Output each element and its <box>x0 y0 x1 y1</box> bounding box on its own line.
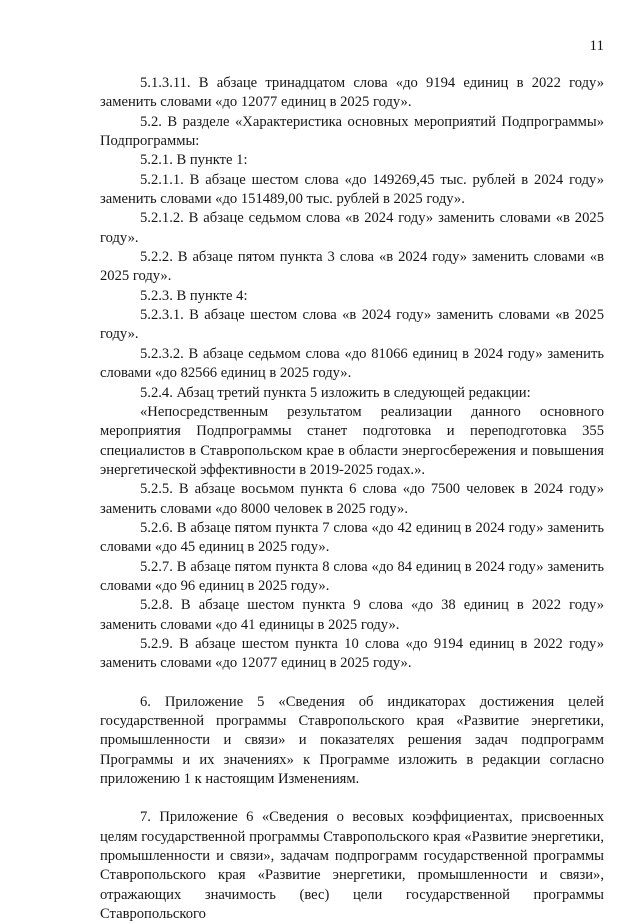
paragraph-5-2-5: 5.2.5. В абзаце восьмом пункта 6 слова «до 7500 человек в 2024 году» заменить словами «до 8000 человек в 2025 году». <box>100 481 604 517</box>
paragraph-5-2-3-1: 5.2.3.1. В абзаце шестом слова «в 2024 году» заменить словами «в 2025 году». <box>100 307 604 343</box>
paragraph-5-2-7: 5.2.7. В абзаце пятом пункта 8 слова «до 84 единиц в 2024 году» заменить словами «до 96 единиц в 2025 году». <box>100 558 604 594</box>
paragraph-5-2-1: 5.2.1. В пункте 1: <box>140 152 248 169</box>
document-body <box>100 74 604 924</box>
paragraph-5-1-3-11: 5.1.3.11. В абзаце тринадцатом слова «до 9194 единиц в 2022 году» заменить словами «до 12077 единиц в 2025 году». <box>100 75 604 111</box>
paragraph-5-2-3-2: 5.2.3.2. В абзаце седьмом слова «до 81066 единиц в 2024 году» заменить словами «до 82566 единиц в 2025 году». <box>100 345 604 382</box>
paragraph-5-2: 5.2. В разделе «Характеристика основных мероприятий Подпрограммы» Подпрограммы: <box>100 113 604 150</box>
paragraph-quoted-result: «Непосредственным результатом реализации данного основного мероприятия Подпрограммы станет подготовка и переподготовка 355 специалистов в Ставропольском крае в области энергосбережения и повышения энергетической эффективности в 2019-2025 годах.». <box>100 403 604 478</box>
paragraph-5-2-8: 5.2.8. В абзаце шестом пункта 9 слова «до 38 единиц в 2022 году» заменить словами «до 41 единицы в 2025 году». <box>100 597 604 633</box>
section-spacer <box>100 674 604 693</box>
paragraph-5-2-3: 5.2.3. В пункте 4: <box>140 287 248 304</box>
paragraph-5-2-1-2: 5.2.1.2. В абзаце седьмом слова «в 2024 году» заменить словами «в 2025 году». <box>100 210 604 246</box>
paragraph-5-2-6: 5.2.6. В абзаце пятом пункта 7 слова «до 42 единиц в 2024 году» заменить словами «до 45 единиц в 2025 году». <box>100 519 604 556</box>
paragraph-5-2-9: 5.2.9. В абзаце шестом пункта 10 слова «до 9194 единиц в 2022 году» заменить словами «до 12077 единиц в 2025 году». <box>100 635 604 672</box>
paragraph-5-2-4: 5.2.4. Абзац третий пункта 5 изложить в следующей редакции: <box>140 384 531 401</box>
paragraph-5-2-1-1: 5.2.1.1. В абзаце шестом слова «до 149269,45 тыс. рублей в 2024 году» заменить словами «до 151489,00 тыс. рублей в 2025 году». <box>100 171 604 208</box>
paragraph-5-2-2: 5.2.2. В абзаце пятом пункта 3 слова «в 2024 году» заменить словами «в 2025 году». <box>100 249 604 285</box>
paragraph-7: 7. Приложение 6 «Сведения о весовых коэффициентах, присвоенных целям государственной программы Ставропольского края «Развитие энергетики, промышленности и связи», задачам подпрограмм государственной программы Ставропольского края «Развитие энергетики, промышленности и связи», отражающих значимость (вес) цели государственной программы Ставропольского <box>100 809 604 923</box>
page-number: 11 <box>589 38 604 54</box>
section-spacer <box>100 789 604 808</box>
paragraph-6: 6. Приложение 5 «Сведения об индикаторах достижения целей государственной программы Ставропольского края «Развитие энергетики, промышленности и связи» и показателях решения задач подпрограмм Программы и их значениях» к Программе изложить в редакции согласно приложению 1 к настоящим Изменениям. <box>100 693 604 788</box>
